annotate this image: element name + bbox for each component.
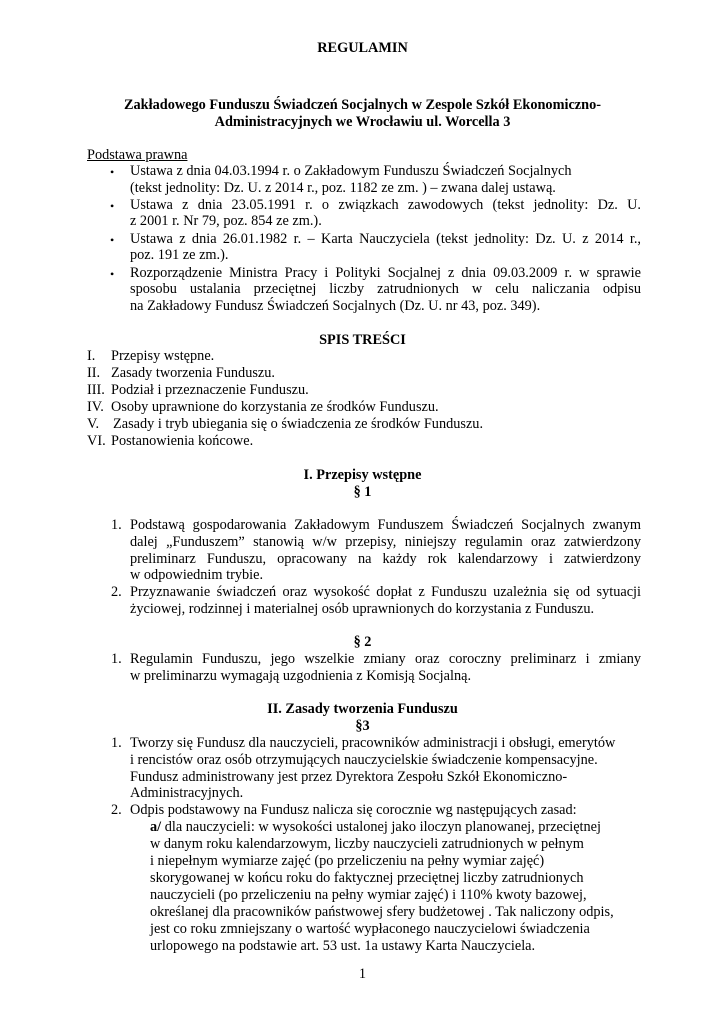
document-subtitle-line-2: Administracyjnych we Wrocławiu ul. Worcella 3 xyxy=(214,114,511,130)
para-1-item-1-line-1: Podstawą gospodarowania Zakładowym Funduszem Świadczeń Socjalnych zwanym xyxy=(130,517,641,533)
legal-basis-heading: Podstawa prawna xyxy=(87,147,188,163)
para-2-item-1-number: 1. xyxy=(111,651,122,667)
bullet-icon: • xyxy=(110,267,115,281)
toc-item-3-number: III. xyxy=(87,382,105,398)
section-1-heading: I. Przepisy wstępne xyxy=(303,467,422,483)
para-1-item-1-line-2: dalej „Funduszem” stanowią w/w przepisy, niniejszy regulamin oraz zatwierdzony xyxy=(130,534,641,550)
toc-item-2-text: Zasady tworzenia Funduszu. xyxy=(111,365,275,381)
toc-item-5-text: Zasady i tryb ubiegania się o świadczenia ze środków Funduszu. xyxy=(113,416,484,432)
legal-basis-item-4-line-3: na Zakładowy Fundusz Świadczeń Socjalnych (Dz. U. nr 43, poz. 349). xyxy=(130,298,541,314)
para-1-item-1-line-4: w odpowiednim trybie. xyxy=(130,567,264,583)
para-3-item-2-sub-a-line-7: jest co roku zmniejszany o wartość wypłaconego nauczycielowi świadczenia xyxy=(150,921,590,937)
legal-basis-item-1-line-2: (tekst jednolity: Dz. U. z 2014 r., poz. 1182 ze zm. ) – zwana dalej ustawą. xyxy=(130,180,556,196)
para-3-item-1-line-1: Tworzy się Fundusz dla nauczycieli, pracowników administracji i obsługi, emerytów xyxy=(130,735,616,751)
toc-item-3-text: Podział i przeznaczenie Funduszu. xyxy=(111,382,309,398)
sub-item-a-text: dla nauczycieli: w wysokości ustalonej jako iloczyn planowanej, przeciętnej xyxy=(161,819,601,835)
toc-item-6-text: Postanowienia końcowe. xyxy=(111,433,254,449)
legal-basis-item-4-line-1: Rozporządzenie Ministra Pracy i Polityki Socjalnej z dnia 09.03.2009 r. w sprawie xyxy=(130,265,641,281)
bullet-icon: • xyxy=(110,199,115,213)
toc-heading: SPIS TREŚCI xyxy=(319,332,406,348)
para-3-item-2-sub-a-line-3: i niepełnym wymiarze zajęć (po przeliczeniu na pełny wymiar zajęć) xyxy=(150,853,545,869)
toc-item-5-number: V. xyxy=(87,416,100,432)
para-1-item-1-number: 1. xyxy=(111,517,122,533)
document-subtitle-line-1: Zakładowego Funduszu Świadczeń Socjalnych w Zespole Szkół Ekonomiczno- xyxy=(123,97,602,113)
para-3-item-1-number: 1. xyxy=(111,735,122,751)
toc-item-6-number: VI. xyxy=(87,433,106,449)
para-2-item-1-line-2: w preliminarzu wymagają uzgodnienia z Komisją Socjalną. xyxy=(130,668,472,684)
toc-item-2-number: II. xyxy=(87,365,101,381)
paragraph-3-mark: §3 xyxy=(355,718,370,734)
para-1-item-2-number: 2. xyxy=(111,584,122,600)
legal-basis-item-2-line-1: Ustawa z dnia 23.05.1991 r. o związkach zawodowych (tekst jednolity: Dz. U. xyxy=(130,197,641,213)
page-number: 1 xyxy=(358,966,367,982)
document-title: REGULAMIN xyxy=(317,40,408,56)
toc-item-4-text: Osoby uprawnione do korzystania ze środków Funduszu. xyxy=(111,399,439,415)
para-1-item-2-line-2: życiowej, rodzinnej i materialnej osób uprawnionych do korzystania z Funduszu. xyxy=(130,601,595,617)
legal-basis-item-3-line-1: Ustawa z dnia 26.01.1982 r. – Karta Nauczyciela (tekst jednolity: Dz. U. z 2014 r., xyxy=(130,231,641,247)
bullet-icon: • xyxy=(110,165,115,179)
toc-item-1-text: Przepisy wstępne. xyxy=(111,348,215,364)
legal-basis-item-4-line-2: sposobu ustalania przeciętnej liczby zatrudnionych w celu naliczania odpisu xyxy=(130,281,641,297)
para-3-item-2-sub-a-line-2: w danym roku kalendarzowym, liczby nauczycieli zatrudnionych w pełnym xyxy=(150,836,584,852)
para-3-item-2-number: 2. xyxy=(111,802,122,818)
para-1-item-1-line-3: preliminarz Funduszu, opracowany na każdy rok kalendarzowy i zatwierdzony xyxy=(130,551,641,567)
section-2-heading: II. Zasady tworzenia Funduszu xyxy=(267,701,458,717)
para-2-item-1-line-1: Regulamin Funduszu, jego wszelkie zmiany oraz coroczny preliminarz i zmiany xyxy=(130,651,641,667)
legal-basis-item-2-line-2: z 2001 r. Nr 79, poz. 854 ze zm.). xyxy=(130,213,322,229)
para-3-item-2-sub-a-line-6: określanej dla pracowników państwowej sfery budżetowej . Tak naliczony odpis, xyxy=(150,904,614,920)
para-3-item-2-line-1: Odpis podstawowy na Fundusz nalicza się corocznie wg następujących zasad: xyxy=(130,802,577,818)
para-3-item-1-line-3: Fundusz administrowany jest przez Dyrektora Zespołu Szkół Ekonomiczno- xyxy=(130,769,568,785)
para-3-item-2-sub-a-line-4: skorygowanej w końcu roku do faktycznej przeciętnej liczby zatrudnionych xyxy=(150,870,584,886)
para-3-item-1-line-4: Administracyjnych. xyxy=(130,785,244,801)
para-3-item-1-line-2: i rencistów oraz osób otrzymujących nauczycielskie świadczenie kompensacyjne. xyxy=(130,752,598,768)
para-3-item-2-sub-a-line-8: urlopowego na podstawie art. 53 ust. 1a ustawy Karta Nauczyciela. xyxy=(150,938,536,954)
para-1-item-2-line-1: Przyznawanie świadczeń oraz wysokość dopłat z Funduszu uzależnia się od sytuacji xyxy=(130,584,641,600)
paragraph-1-mark: § 1 xyxy=(353,484,372,500)
bullet-icon: • xyxy=(110,233,115,247)
legal-basis-item-1-line-1: Ustawa z dnia 04.03.1994 r. o Zakładowym Funduszu Świadczeń Socjalnych xyxy=(130,163,572,179)
para-3-item-2-sub-a-line-1 xyxy=(150,819,601,836)
legal-basis-item-3-line-2: poz. 191 ze zm.). xyxy=(130,247,229,263)
sub-item-a-label: a/ xyxy=(150,819,162,835)
toc-item-4-number: IV. xyxy=(87,399,104,415)
para-3-item-2-sub-a-line-5: nauczycieli (po przeliczeniu na pełny wymiar zajęć) i 110% kwoty bazowej, xyxy=(150,887,587,903)
paragraph-2-mark: § 2 xyxy=(353,634,372,650)
toc-item-1-number: I. xyxy=(87,348,96,364)
